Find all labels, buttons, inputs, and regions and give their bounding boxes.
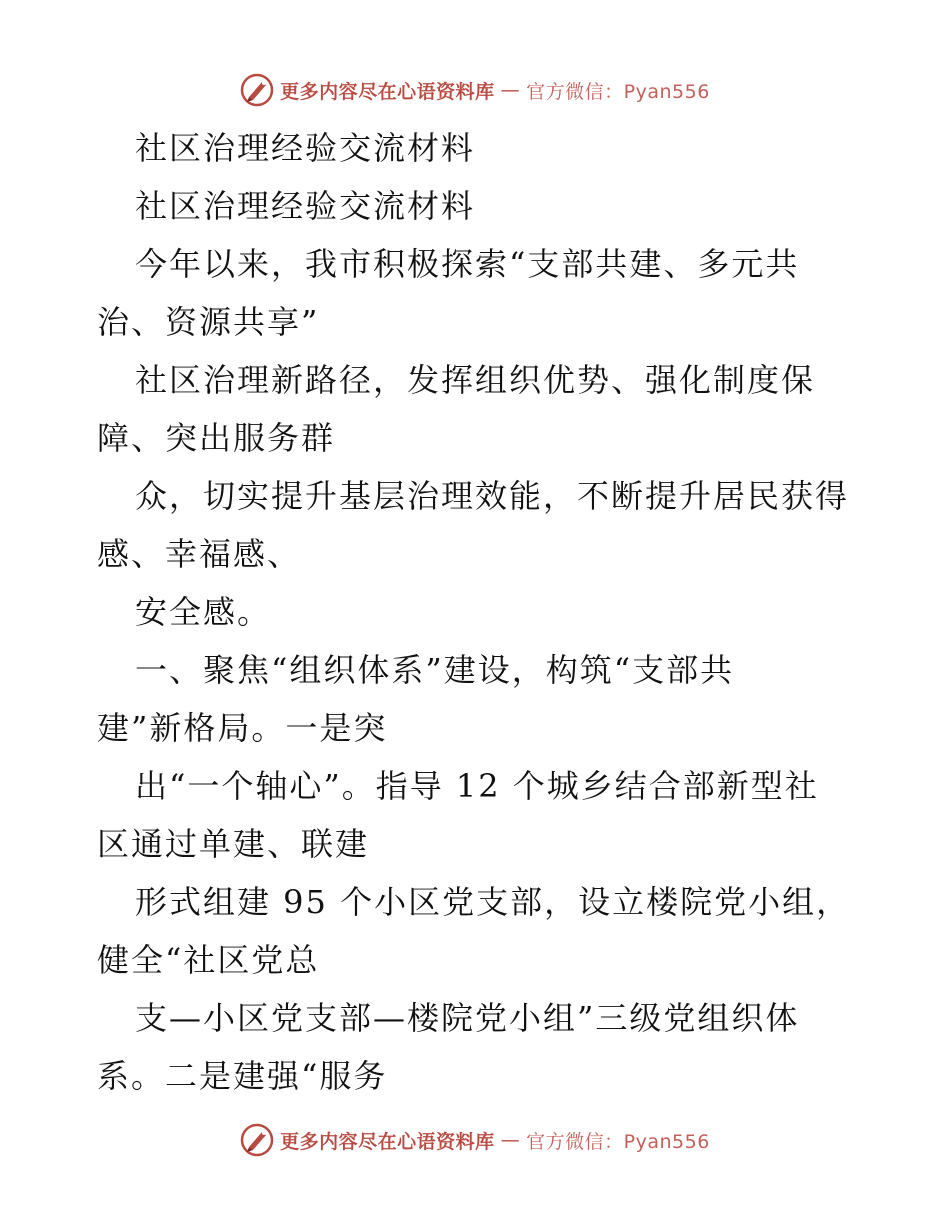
pen-logo-icon [240,73,274,107]
text-line: 一、聚焦“组织体系”建设，构筑“支部共 [135,651,735,689]
text-line: 治、资源共享” [97,303,320,341]
text-line: 社区治理新路径，发挥组织优势、强化制度保 [135,361,816,399]
text-line: 安全感。 [135,593,272,631]
banner-account: 官方微信：Pyan556 [526,80,710,103]
banner-dash: — [500,1129,521,1151]
text-line: 社区治理经验交流材料 [135,187,476,225]
document-body [97,119,857,1105]
text-line: 系。二是建强“服务 [97,1057,388,1095]
banner-site-name: 更多内容尽在心语资料库 [280,80,495,103]
text-line: 众，切实提升基层治理效能，不断提升居民获得 [135,477,850,515]
pen-logo-icon [240,1123,274,1157]
text-line: 形式组建 95 个小区党支部，设立楼院党小组， [135,883,851,921]
banner-account: 官方微信：Pyan556 [526,1130,710,1153]
text-line: 障、突出服务群 [97,419,336,457]
text-line: 社区治理经验交流材料 [135,129,476,167]
text-line: 建”新格局。一是突 [97,709,388,747]
header-banner [0,70,950,110]
text-line: 出“一个轴心”。指导 12 个城乡结合部新型社 [135,767,819,805]
banner-site-name: 更多内容尽在心语资料库 [280,1130,495,1153]
text-line: 支—小区党支部—楼院党小组”三级党组织体 [135,999,800,1037]
text-line: 区通过单建、联建 [97,825,370,863]
text-line: 今年以来，我市积极探索“支部共建、多元共 [135,245,800,283]
text-line: 感、幸福感、 [97,535,302,573]
text-line: 健全“社区党总 [97,941,320,979]
banner-dash: — [500,79,521,101]
footer-banner [0,1120,950,1160]
